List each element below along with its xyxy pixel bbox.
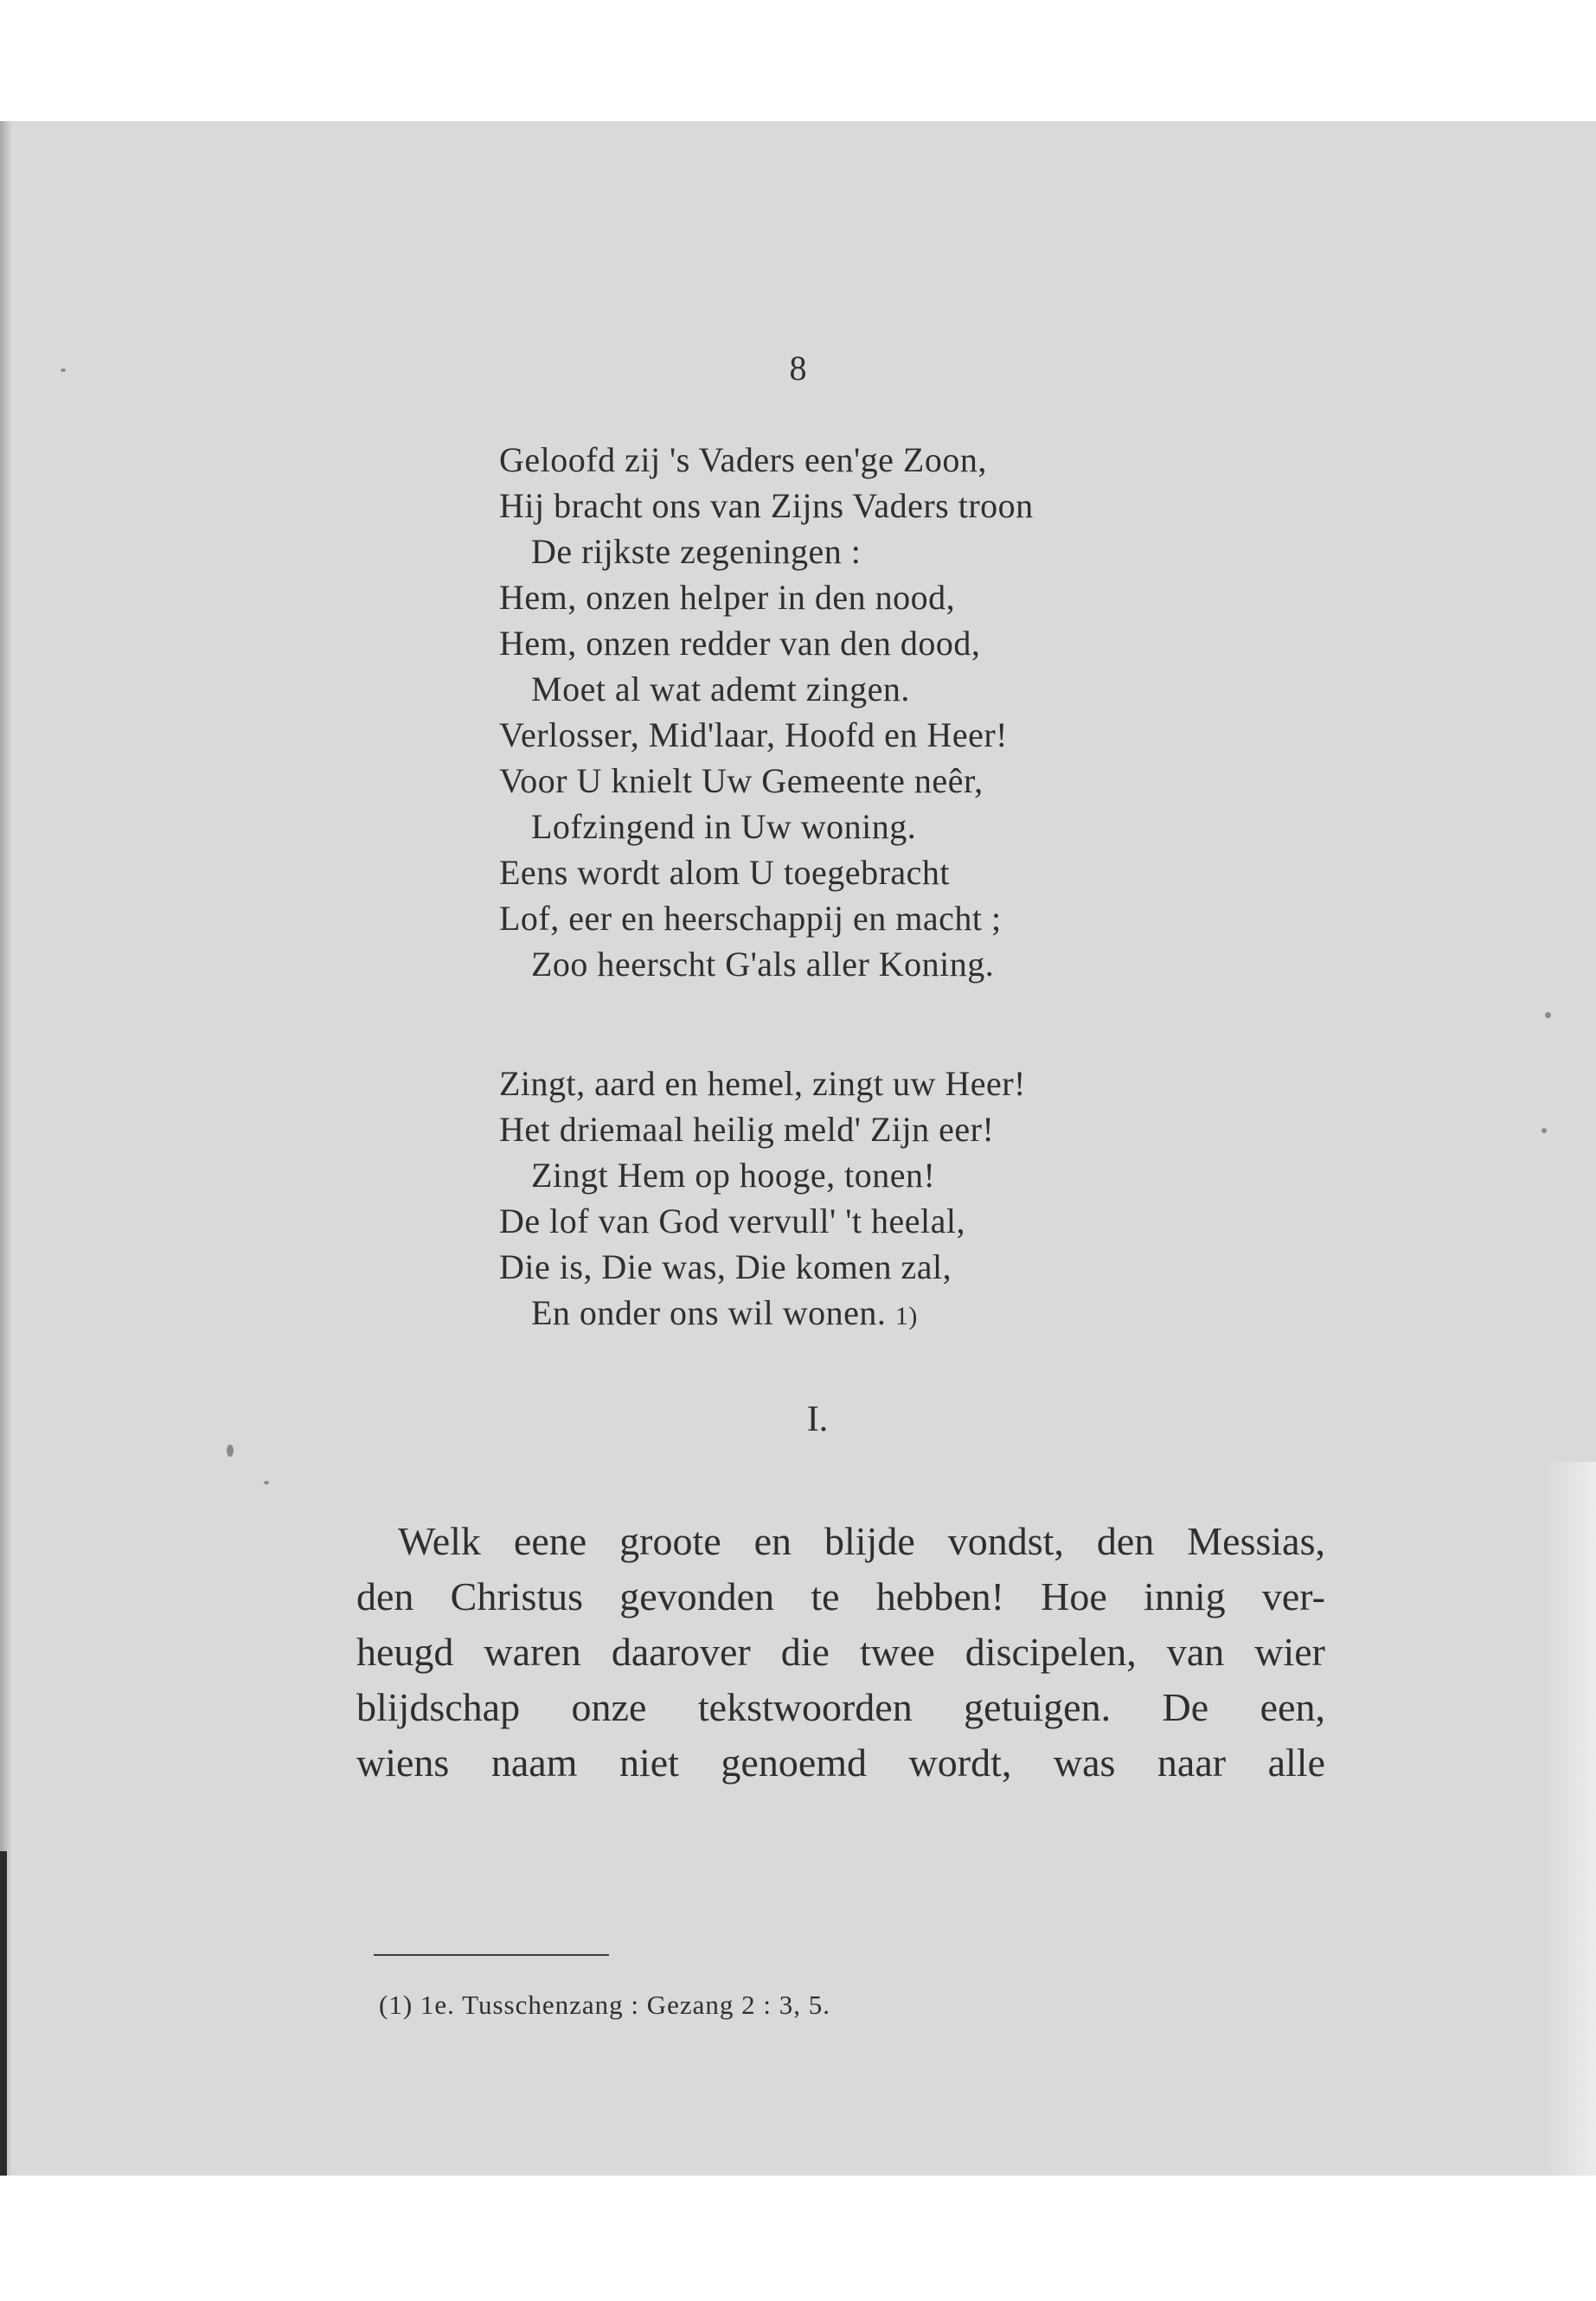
paragraph-line: blijdschap onze tekstwoorden getuigen. De een,: [356, 1685, 1325, 1729]
paragraph-line: wiens naam niet genoemd wordt, was naar alle: [356, 1740, 1325, 1785]
verse-line: De rijkste zegeningen :: [531, 532, 862, 571]
verse-line: Het driemaal heilig meld' Zijn eer!: [499, 1110, 995, 1149]
verse-line: Geloofd zij 's Vaders een'ge Zoon,: [499, 440, 987, 479]
paper-speck: [264, 1481, 269, 1484]
verse-line: Hem, onzen helper in den nood,: [499, 578, 956, 617]
footnote: [379, 1990, 830, 2021]
hymn-verse-2: [499, 1061, 1026, 1336]
footnote-divider: [374, 1954, 609, 1956]
paper-speck: [227, 1445, 234, 1457]
verse-line: Die is, Die was, Die komen zal,: [499, 1247, 952, 1286]
verse-line: Eens wordt alom U toegebracht: [499, 853, 951, 892]
scanned-page: [0, 121, 1596, 2176]
verse-line: Moet al wat ademt zingen.: [531, 670, 910, 708]
verse-line: Hij bracht ons van Zijns Vaders troon: [499, 486, 1034, 525]
left-binding-edge: [0, 1851, 7, 2176]
right-page-edge: [1544, 1462, 1596, 2176]
paper-speck: [1545, 1012, 1551, 1018]
section-heading: I.: [806, 1400, 829, 1439]
verse-line: Hem, onzen redder van den dood,: [499, 624, 981, 663]
verse-line-text: En onder ons wil wonen.: [531, 1293, 887, 1332]
verse-line: Lofzingend in Uw woning.: [531, 807, 917, 846]
footnote-reference: 1): [894, 1302, 918, 1330]
page-number: 8: [789, 349, 807, 388]
paragraph-line: heugd waren daarover die twee discipelen, van wier: [356, 1630, 1325, 1674]
paper-speck: [1542, 1128, 1547, 1133]
body-paragraph: [356, 1514, 1325, 1791]
verse-line: De lof van God vervull' 't heelal,: [499, 1202, 966, 1240]
footnote-marker: (1): [379, 1990, 413, 2020]
verse-line: [499, 1290, 1026, 1336]
hymn-verse-1: [499, 437, 1034, 987]
paragraph-line: den Christus gevonden te hebben! Hoe innig ver-: [356, 1574, 1325, 1618]
verse-line: Zingt, aard en hemel, zingt uw Heer!: [499, 1064, 1026, 1103]
verse-line: Zoo heerscht G'als aller Koning.: [531, 945, 995, 984]
footnote-text: 1e. Tusschenzang : Gezang 2 : 3, 5.: [420, 1990, 831, 2020]
paragraph-line: Welk eene groote en blijde vondst, den Messias,: [398, 1519, 1325, 1563]
verse-line: Lof, eer en heerschappij en macht ;: [499, 899, 1002, 938]
verse-line: Voor U knielt Uw Gemeente neêr,: [499, 761, 984, 800]
verse-line: Verlosser, Mid'laar, Hoofd en Heer!: [499, 715, 1008, 754]
verse-line: Zingt Hem op hooge, tonen!: [531, 1156, 936, 1195]
